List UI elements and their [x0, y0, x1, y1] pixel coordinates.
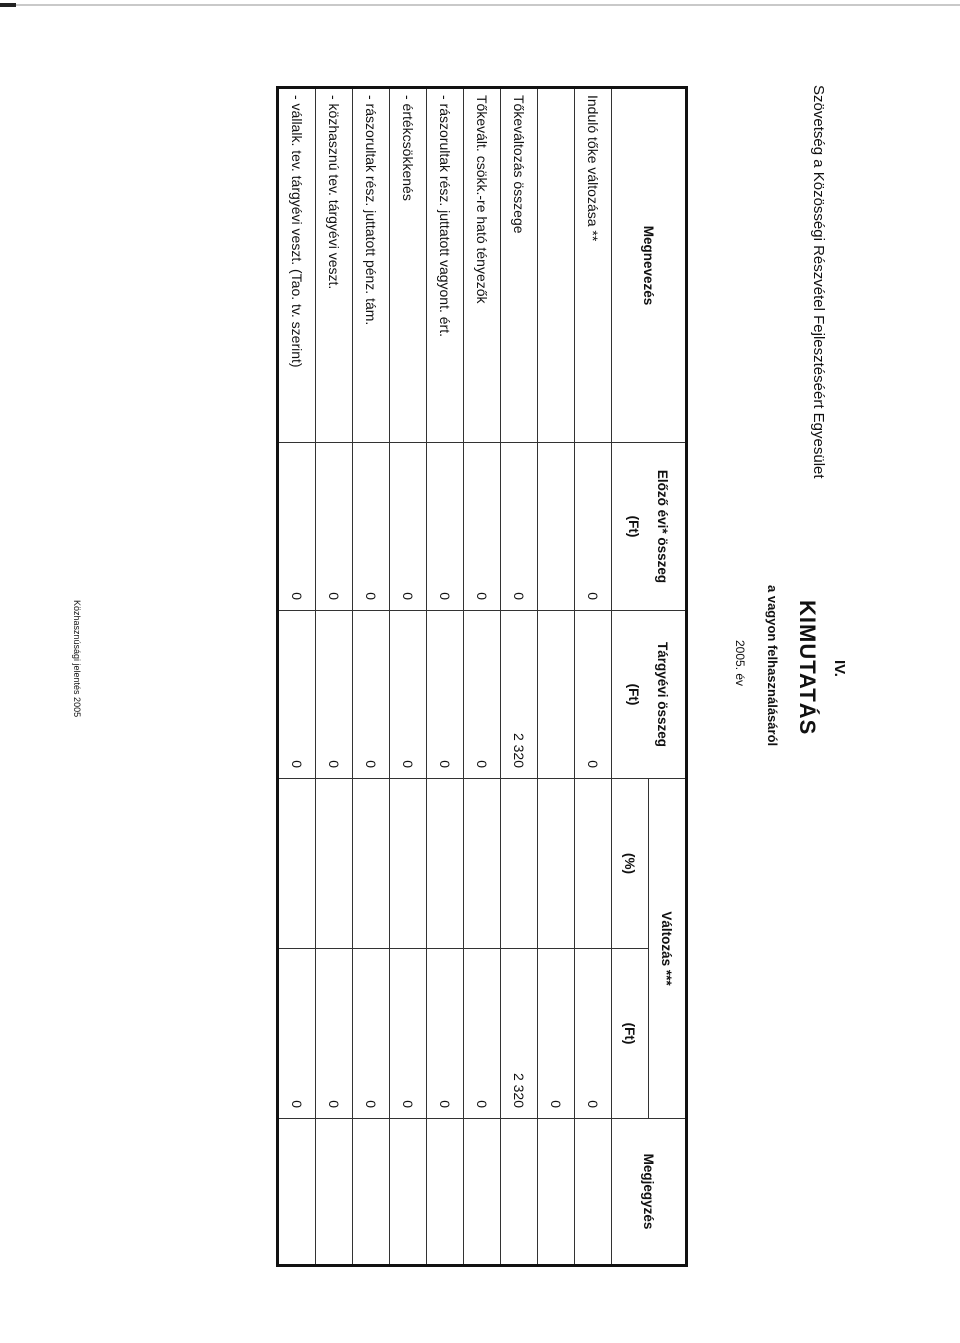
document-year: 2005. év: [733, 640, 747, 687]
row-pct: [464, 779, 501, 949]
row-note: [316, 1119, 353, 1266]
row-prev: 0: [427, 443, 464, 611]
row-ft: 0: [538, 949, 575, 1119]
row-name: Tőkevált. csökk.-re ható tényezők: [464, 88, 501, 443]
row-pct: [390, 779, 427, 949]
organization-name: Szövetség a Közösségi Részvétel Fejlesztéséért Egyesület: [810, 85, 827, 479]
row-name: - rászorultak rész. juttatott vagyont. ért.: [427, 88, 464, 443]
row-curr: 0: [390, 611, 427, 779]
table-row: [464, 88, 501, 1266]
row-prev: 0: [316, 443, 353, 611]
row-ft: 0: [575, 949, 612, 1119]
row-ft: 2 320: [501, 949, 538, 1119]
row-note: [464, 1119, 501, 1266]
row-ft: 0: [353, 949, 390, 1119]
row-prev: 0: [278, 443, 316, 611]
table-row: [427, 88, 464, 1266]
document-subtitle: a vagyon felhasználásáról: [765, 585, 780, 747]
row-name: Tőkeváltozás összege: [501, 88, 538, 443]
header-change: Változás ***: [649, 779, 687, 1119]
row-pct: [278, 779, 316, 949]
header-name: Megnevezés: [612, 88, 687, 443]
row-name: Induló tőke változása **: [575, 88, 612, 443]
header-note: Megjegyzés: [612, 1119, 687, 1266]
table-row: [575, 88, 612, 1266]
row-prev: [538, 443, 575, 611]
row-prev: 0: [464, 443, 501, 611]
footer-text: Közhasznúsági jelentés 2005: [72, 600, 82, 718]
header-prev-label: Előző évi* összeg: [655, 469, 671, 584]
header-prev-unit: (Ft): [626, 515, 642, 538]
row-note: [278, 1119, 316, 1266]
row-name: - közhasznú tev. tárgyévi veszt.: [316, 88, 353, 443]
row-note: [390, 1119, 427, 1266]
row-prev: 0: [390, 443, 427, 611]
row-prev: 0: [575, 443, 612, 611]
row-pct: [427, 779, 464, 949]
header-curr-unit: (Ft): [626, 683, 642, 706]
header-change-pct: (%): [612, 779, 649, 949]
row-curr: 0: [575, 611, 612, 779]
table-row: [353, 88, 390, 1266]
row-note: [538, 1119, 575, 1266]
table-row: [538, 88, 575, 1266]
row-curr: [538, 611, 575, 779]
table-row: [316, 88, 353, 1266]
row-ft: 0: [427, 949, 464, 1119]
row-pct: [353, 779, 390, 949]
table-row: [390, 88, 427, 1266]
section-number: IV.: [831, 660, 848, 677]
row-note: [501, 1119, 538, 1266]
row-name: [538, 88, 575, 443]
row-curr: 0: [316, 611, 353, 779]
row-prev: 0: [353, 443, 390, 611]
header-change-ft: (Ft): [612, 949, 649, 1119]
row-name: - értékcsökkenés: [390, 88, 427, 443]
header-curr-label: Tárgyévi összeg: [655, 641, 671, 748]
row-note: [575, 1119, 612, 1266]
row-pct: [538, 779, 575, 949]
row-note: [427, 1119, 464, 1266]
row-curr: 0: [278, 611, 316, 779]
row-pct: [316, 779, 353, 949]
table-row: [278, 88, 316, 1266]
row-ft: 0: [390, 949, 427, 1119]
row-note: [353, 1119, 390, 1266]
row-curr: 0: [464, 611, 501, 779]
row-ft: 0: [278, 949, 316, 1119]
header-prev: [612, 443, 687, 611]
row-pct: [501, 779, 538, 949]
table-row: [501, 88, 538, 1266]
row-curr: 2 320: [501, 611, 538, 779]
row-pct: [575, 779, 612, 949]
row-prev: 0: [501, 443, 538, 611]
header-curr: [612, 611, 687, 779]
row-ft: 0: [464, 949, 501, 1119]
document-title: KIMUTATÁS: [795, 600, 820, 736]
asset-usage-table: [276, 86, 688, 1267]
row-curr: 0: [427, 611, 464, 779]
row-curr: 0: [353, 611, 390, 779]
row-name: - rászorultak rész. juttatott pénz. tám.: [353, 88, 390, 443]
row-name: - vállalk. tev. tárgyévi veszt. (Tao. tv. szerint): [278, 88, 316, 443]
row-ft: 0: [316, 949, 353, 1119]
